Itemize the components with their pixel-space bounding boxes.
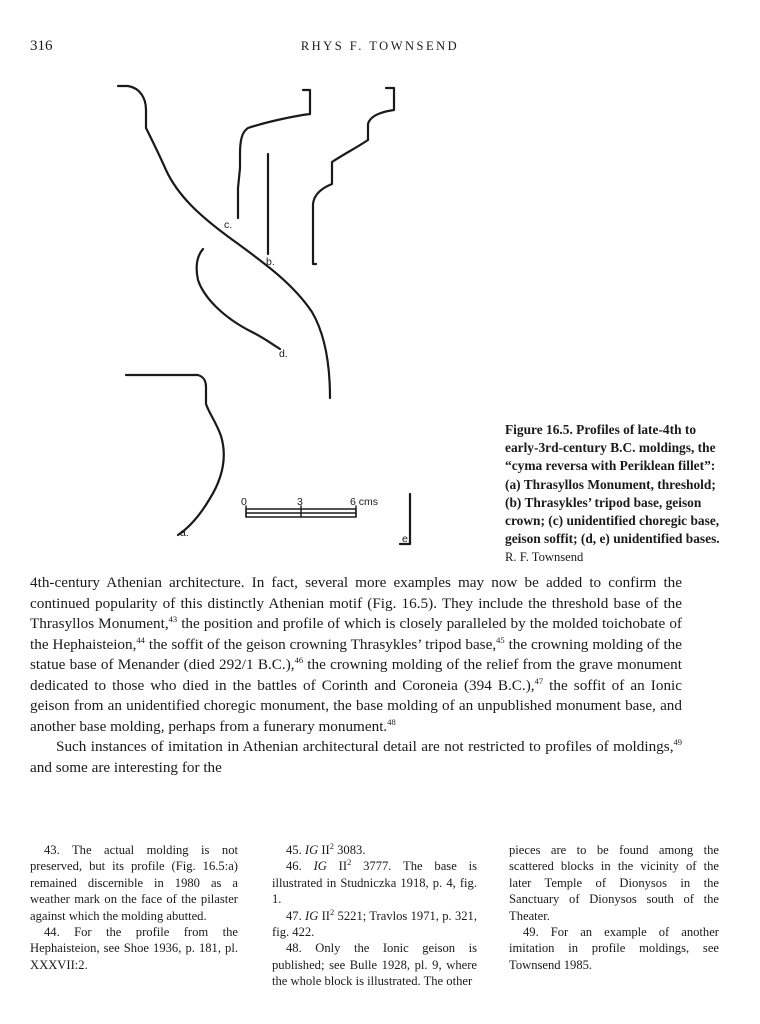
p2-seg: and some are interesting for the [30, 758, 222, 776]
profiles-drawing [100, 68, 460, 558]
scale-label-6: 6 cms [350, 496, 379, 508]
p1-seg: the soffit of the geison crowning Thrasykles’ tripod base, [144, 635, 497, 653]
fn-seg: IG [304, 843, 319, 857]
footnote-45 [272, 842, 477, 858]
footnote-ref-45: 45 [496, 634, 505, 645]
scale-label-0: 0 [241, 496, 247, 508]
footnotes-column-2 [272, 842, 477, 990]
fn-seg: II [318, 908, 331, 923]
fn-seg: II [318, 843, 330, 857]
footnote-ref-46: 46 [294, 654, 304, 665]
footnote-ref-49: 49 [673, 736, 682, 747]
fn-seg: IG [313, 859, 327, 874]
paragraph-1 [30, 573, 682, 737]
footnote-48-continued: pieces are to be found among the scattered blocks in the vicinity of the later Temple of Dionysos in the Sanctuary of Dionysos south of the Theater. [509, 843, 719, 923]
footnote-ref-43: 43 [168, 613, 178, 624]
p1-seg: the soffit of an Ionic geison from an unidentified choregic monument, the base molding of an unpublished monument base, and another base molding, perhaps from a funerary monument. [30, 676, 683, 735]
footnote-46 [272, 858, 477, 907]
profile-b [118, 86, 330, 398]
caption-text: Figure 16.5. Profiles of late-4th to early-3rd-century B.C. moldings, the “cyma reversa with Periklean fillet”: (a) Thrasyllos Monument, threshold; (b) Thrasykles’ tripod base, geison crown; (c) unidentified choregic base, geison soffit; (d, e) unidentified bases. [505, 422, 720, 547]
label-b: b. [266, 256, 275, 268]
p2-seg: Such instances of imitation in Athenian architectural detail are not restricted to profiles of moldings, [56, 738, 674, 755]
footnotes-column-3 [509, 842, 719, 973]
scale-bar [241, 496, 378, 517]
footnote-44: 44. For the profile from the Hephaisteion, see Shoe 1936, p. 181, pl. XXXVII:2. [30, 925, 238, 972]
footnote-49: 49. For an example of another imitation in profile moldings, see Townsend 1985. [509, 925, 719, 972]
label-c: c. [224, 219, 233, 231]
footnote-48: 48. Only the Ionic geison is published; see Bulle 1928, pl. 9, where the whole block is illustrated. The other [272, 941, 477, 989]
fn-seg: IG [305, 908, 319, 923]
label-e: e. [402, 533, 411, 545]
profile-a [126, 375, 224, 535]
fn-seg: 46. [286, 859, 314, 874]
running-head: RHYS F. TOWNSEND [300, 39, 460, 53]
p1-seg: 4th-century Athenian architecture. In fact, several more examples may now be added to confirm the continued popularity of this distinctly Athenian motif (Fig. 16.5). They include the threshold base of the Thrasyllos Monument, [30, 574, 682, 632]
label-d: d. [279, 348, 288, 360]
fn-seg: 45. [286, 843, 305, 857]
profile-e [313, 88, 394, 264]
footnotes-column-1 [30, 842, 238, 973]
fn-seg: 3083. [333, 843, 366, 857]
fn-seg: 5221; Travlos 1971, p. 321, fig. 422. [272, 908, 477, 940]
figure-caption [505, 421, 720, 567]
p1-seg: the crowning molding of the statue base of Menander (died 292/1 B.C.), [30, 635, 682, 673]
fn-seg: 2 [329, 840, 334, 851]
profile-c [238, 90, 310, 218]
footnote-47 [272, 908, 477, 941]
page-number: 316 [30, 38, 53, 54]
fn-seg: II [326, 859, 348, 874]
scale-label-3: 3 [297, 496, 303, 508]
label-a: a. [180, 527, 189, 539]
caption-credit: R. F. Townsend [505, 550, 584, 565]
fn-seg: 2 [330, 906, 335, 917]
fn-seg: 3777. The base is illustrated in Studniczka 1918, p. 4, fig. 1. [272, 859, 478, 907]
footnote-ref-44: 44 [136, 634, 145, 645]
footnote-ref-48: 48 [387, 716, 396, 727]
molding-profiles-figure [100, 68, 460, 558]
fn-seg: 47. [286, 908, 306, 923]
footnote-43: 43. The actual molding is not preserved, but its profile (Fig. 16.5:a) remained discernible in 1980 as a weather mark on the face of the pilaster against which the molding abutted. [30, 843, 238, 923]
paragraph-2 [30, 737, 682, 778]
p1-seg: the crowning molding of the relief from the grave monument dedicated to those who died in the battles of Corinth and Coroneia (394 B.C.), [30, 656, 682, 694]
fn-seg: 2 [347, 857, 352, 868]
footnote-ref-47: 47 [534, 675, 544, 686]
body-text [30, 573, 682, 778]
p1-seg: the position and profile of which is closely paralleled by the molded toichobate of the Hephaisteion, [30, 615, 682, 653]
